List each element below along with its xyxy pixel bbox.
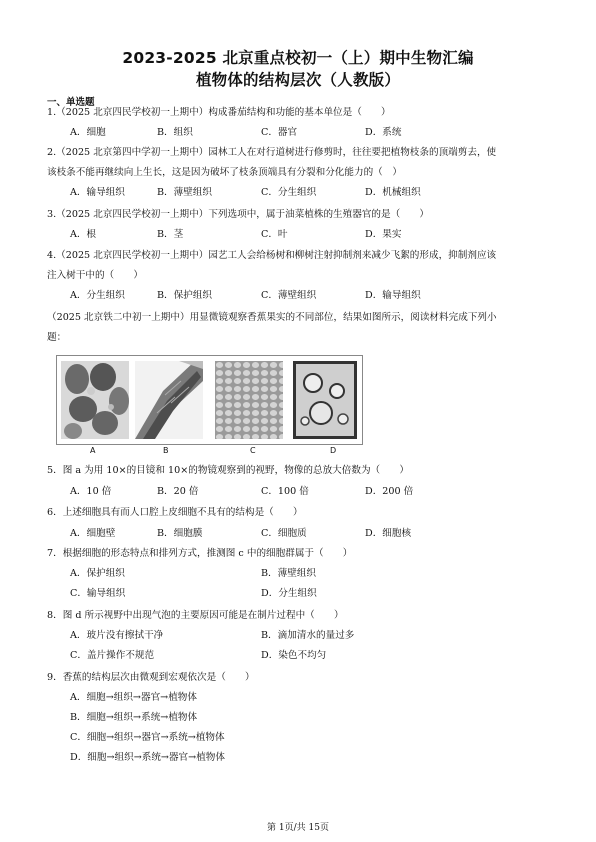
q5-option-d: D．200 倍 xyxy=(365,486,414,497)
passage-line2: 题： xyxy=(47,332,67,343)
q4-option-c: C．薄壁组织 xyxy=(261,290,317,301)
q1-option-c: C．器官 xyxy=(261,127,298,138)
figure-label-c: C xyxy=(250,446,256,455)
micrograph-a xyxy=(61,361,129,439)
q5-stem: 5．图 a 为用 10×的目镜和 10×的物镜观察到的视野，物像的总放大倍数为（ ） xyxy=(47,465,409,476)
q6-option-a: A．细胞壁 xyxy=(70,528,116,539)
document-title-line1: 2023-2025 北京重点校初一（上）期中生物汇编 xyxy=(122,49,474,67)
q5-option-c: C．100 倍 xyxy=(261,486,309,497)
micrograph-c xyxy=(215,361,283,439)
q6-option-b: B．细胞膜 xyxy=(157,528,203,539)
q8-option-a: A．玻片没有擦拭干净 xyxy=(70,630,164,641)
q3-option-a: A．根 xyxy=(70,229,97,240)
q1-option-d: D．系统 xyxy=(365,127,402,138)
q4-stem-line1: 4.（2025 北京四民学校初一上期中）园艺工人会给杨树和柳树注射抑制剂来减少飞絮的形成，抑制剂应该 xyxy=(47,250,497,261)
q5-option-a: A．10 倍 xyxy=(70,486,112,497)
passage-line1: （2025 北京铁二中初一上期中）用显微镜观察香蕉果实的不同部位，结果如图所示，阅读材料完成下列小 xyxy=(47,312,497,323)
q3-option-d: D．果实 xyxy=(365,229,402,240)
q7-option-d: D．分生组织 xyxy=(261,588,317,599)
q3-stem: 3.（2025 北京四民学校初一上期中）下列选项中，属于油菜植株的生殖器官的是（ ） xyxy=(47,209,429,220)
q9-option-d: D．细胞→组织→系统→器官→植物体 xyxy=(70,752,225,763)
q1-stem: 1.（2025 北京四民学校初一上期中）构成番茄结构和功能的基本单位是（ ） xyxy=(47,107,391,118)
q8-option-c: C．盖片操作不规范 xyxy=(70,650,155,661)
section-heading: 一、单选题 xyxy=(47,97,95,108)
figure-label-a: A xyxy=(90,446,96,455)
q2-option-c: C．分生组织 xyxy=(261,187,317,198)
q7-option-c: C．输导组织 xyxy=(70,588,126,599)
q3-option-b: B．茎 xyxy=(157,229,184,240)
q4-stem-line2: 注入树干中的（ ） xyxy=(47,270,143,281)
q4-option-b: B．保护组织 xyxy=(157,290,213,301)
q3-option-c: C．叶 xyxy=(261,229,288,240)
q2-stem-line2: 该枝条不能再继续向上生长，这是因为破坏了枝条顶端具有分裂和分化能力的（ ） xyxy=(47,167,402,178)
q8-stem: 8．图 d 所示视野中出现气泡的主要原因可能是在制片过程中（ ） xyxy=(47,610,344,621)
q2-option-b: B．薄壁组织 xyxy=(157,187,213,198)
q4-option-d: D．输导组织 xyxy=(365,290,421,301)
document-title-line2: 植物体的结构层次（人教版） xyxy=(195,71,401,89)
q4-option-a: A．分生组织 xyxy=(70,290,125,301)
q7-option-a: A．保护组织 xyxy=(70,568,125,579)
q1-option-b: B．组织 xyxy=(157,127,193,138)
q7-stem: 7．根据细胞的形态特点和排列方式，推测图 c 中的细胞群属于（ ） xyxy=(47,548,353,559)
figure-label-b: B xyxy=(163,446,169,455)
q8-option-d: D．染色不均匀 xyxy=(261,650,327,661)
figure-label-d: D xyxy=(330,446,337,455)
q8-option-b: B．滴加清水的量过多 xyxy=(261,630,355,641)
q2-option-d: D．机械组织 xyxy=(365,187,421,198)
q5-option-b: B．20 倍 xyxy=(157,486,199,497)
micrograph-d xyxy=(293,361,357,439)
q7-option-b: B．薄壁组织 xyxy=(261,568,317,579)
q9-option-c: C．细胞→组织→器官→系统→植物体 xyxy=(70,732,225,743)
q2-option-a: A．输导组织 xyxy=(70,187,125,198)
q6-option-c: C．细胞质 xyxy=(261,528,307,539)
q2-stem-line1: 2.（2025 北京第四中学初一上期中）园林工人在对行道树进行修剪时，往往要把植物枝条的顶端剪去，使 xyxy=(47,147,497,158)
micrograph-b xyxy=(135,361,203,439)
q9-option-b: B．细胞→组织→系统→植物体 xyxy=(70,712,198,723)
q6-option-d: D．细胞核 xyxy=(365,528,412,539)
page-footer: 第 1页/共 15页 xyxy=(267,823,329,833)
micrograph-figure xyxy=(56,355,363,445)
q9-stem: 9．香蕉的结构层次由微观到宏观依次是（ ） xyxy=(47,672,255,683)
q1-option-a: A．细胞 xyxy=(70,127,106,138)
q6-stem: 6．上述细胞具有而人口腔上皮细胞不具有的结构是（ ） xyxy=(47,507,303,518)
q9-option-a: A．细胞→组织→器官→植物体 xyxy=(70,692,197,703)
